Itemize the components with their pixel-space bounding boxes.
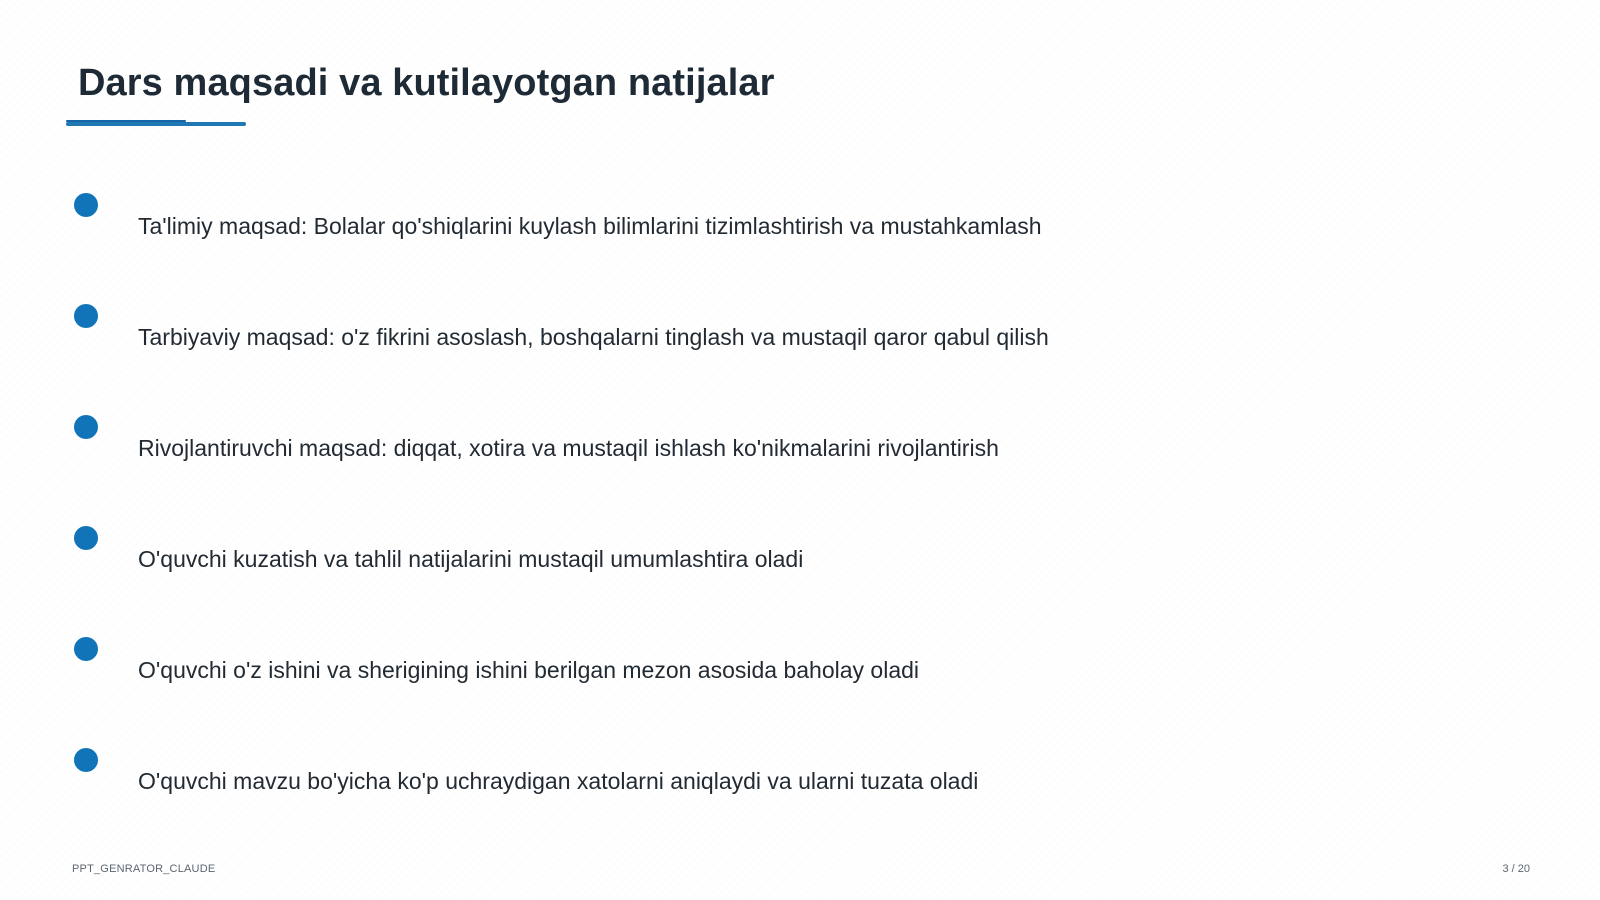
bullet-item [0,637,1600,697]
bullet-dot-icon [74,193,98,217]
bullet-item [0,304,1600,364]
bullet-text: Rivojlantiruvchi maqsad: diqqat, xotira va mustaqil ishlash ko'nikmalarini rivojlantirish [138,435,999,461]
bullet-dot-icon [74,637,98,661]
bullet-text: Tarbiyaviy maqsad: o'z fikrini asoslash, boshqalarni tinglash va mustaqil qaror qabul qilish [138,324,1049,350]
bullet-text: Ta'limiy maqsad: Bolalar qo'shiqlarini kuylash bilimlarini tizimlashtirish va mustahkamlash [138,213,1042,239]
footer-label: PPT_GENRATOR_CLAUDE [72,863,216,875]
page-number: 3 / 20 [1502,863,1530,875]
bullet-dot-icon [74,748,98,772]
bullet-dot-icon [74,415,98,439]
bullet-item [0,748,1600,808]
bullet-dot-icon [74,304,98,328]
bullet-item [0,526,1600,586]
bullet-item [0,415,1600,475]
slide-title: Dars maqsadi va kutilayotgan natijalar [78,62,775,104]
bullet-text: O'quvchi o'z ishini va sherigining ishini berilgan mezon asosida baholay oladi [138,657,920,683]
bullet-dot-icon [74,526,98,550]
bullet-text: O'quvchi mavzu bo'yicha ko'p uchraydigan xatolarni aniqlaydi va ularni tuzata oladi [138,768,979,794]
bullet-item [0,193,1600,253]
bullet-text: O'quvchi kuzatish va tahlil natijalarini mustaqil umumlashtira oladi [138,546,804,572]
